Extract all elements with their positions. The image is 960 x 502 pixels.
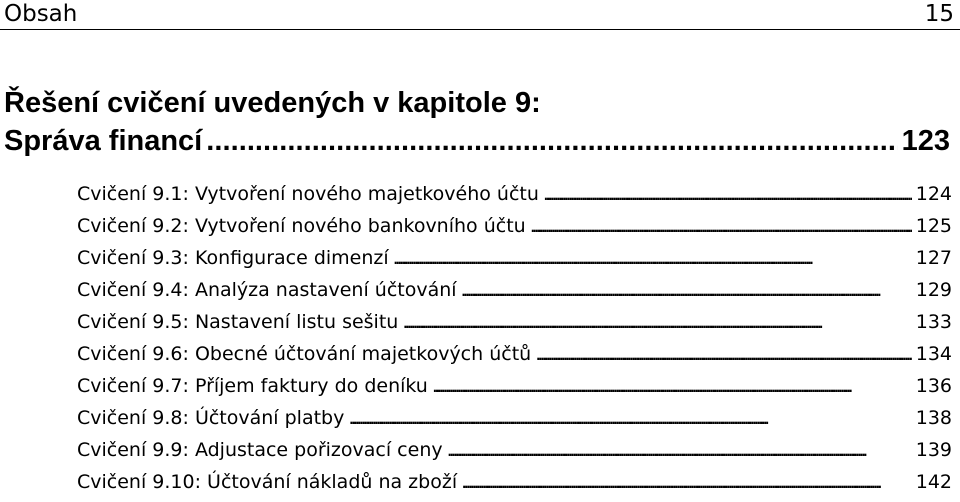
toc-entry[interactable] xyxy=(77,306,952,338)
toc-entry-page: 142 xyxy=(915,471,952,493)
toc-entry-page: 136 xyxy=(915,375,952,397)
toc-entry[interactable] xyxy=(77,338,952,370)
page-header xyxy=(0,0,960,30)
dot-leader xyxy=(447,434,912,466)
toc-entry-page: 138 xyxy=(915,407,952,429)
toc-entries xyxy=(77,178,952,498)
toc-entry-label: Cvičení 9.3: Konfigurace dimenzí xyxy=(77,247,389,269)
chapter-page-number: 123 xyxy=(901,125,950,157)
toc-entry-page: 134 xyxy=(915,343,952,365)
toc-entry[interactable] xyxy=(77,178,952,210)
toc-entry[interactable] xyxy=(77,242,952,274)
dot-leader xyxy=(393,242,912,274)
toc-entry-label: Cvičení 9.10: Účtování nákladů na zboží xyxy=(77,471,458,493)
toc-entry-label: Cvičení 9.5: Nastavení listu sešitu xyxy=(77,311,399,333)
toc-entry-page: 127 xyxy=(915,247,952,269)
toc-entry-label: Cvičení 9.8: Účtování platby xyxy=(77,407,345,429)
chapter-title-line1: Řešení cvičení uvedených v kapitole 9: xyxy=(4,87,541,119)
toc-entry-page: 139 xyxy=(915,439,952,461)
chapter-title-row xyxy=(4,122,950,160)
chapter-heading[interactable] xyxy=(4,84,950,160)
toc-entry[interactable] xyxy=(77,434,952,466)
toc-entry[interactable] xyxy=(77,466,952,498)
toc-entry-page: 125 xyxy=(915,215,952,237)
dot-leader xyxy=(348,402,911,434)
toc-entry-page: 133 xyxy=(915,311,952,333)
dot-leader xyxy=(206,122,897,160)
toc-entry[interactable] xyxy=(77,210,952,242)
toc-entry[interactable] xyxy=(77,274,952,306)
toc-entry-label: Cvičení 9.1: Vytvoření nového majetkového účtu xyxy=(77,183,539,205)
toc-entry-label: Cvičení 9.4: Analýza nastavení účtování xyxy=(77,279,457,301)
dot-leader xyxy=(461,466,912,498)
toc-entry-label: Cvičení 9.2: Vytvoření nového bankovního účtu xyxy=(77,215,526,237)
dot-leader xyxy=(543,178,912,210)
toc-entry-page: 129 xyxy=(915,279,952,301)
toc-entry-page: 124 xyxy=(915,183,952,205)
dot-leader xyxy=(461,274,912,306)
dot-leader xyxy=(530,210,912,242)
header-title: Obsah xyxy=(4,1,78,27)
toc-entry-label: Cvičení 9.7: Příjem faktury do deníku xyxy=(77,375,428,397)
toc-entry[interactable] xyxy=(77,402,952,434)
chapter-title-line2: Správa financí xyxy=(4,125,203,157)
toc-entry-label: Cvičení 9.6: Obecné účtování majetkových účtů xyxy=(77,343,532,365)
dot-leader xyxy=(402,306,911,338)
toc-entry-label: Cvičení 9.9: Adjustace pořizovací ceny xyxy=(77,439,443,461)
dot-leader xyxy=(432,370,912,402)
dot-leader xyxy=(535,338,912,370)
header-page-number: 15 xyxy=(924,1,954,27)
toc-entry[interactable] xyxy=(77,370,952,402)
